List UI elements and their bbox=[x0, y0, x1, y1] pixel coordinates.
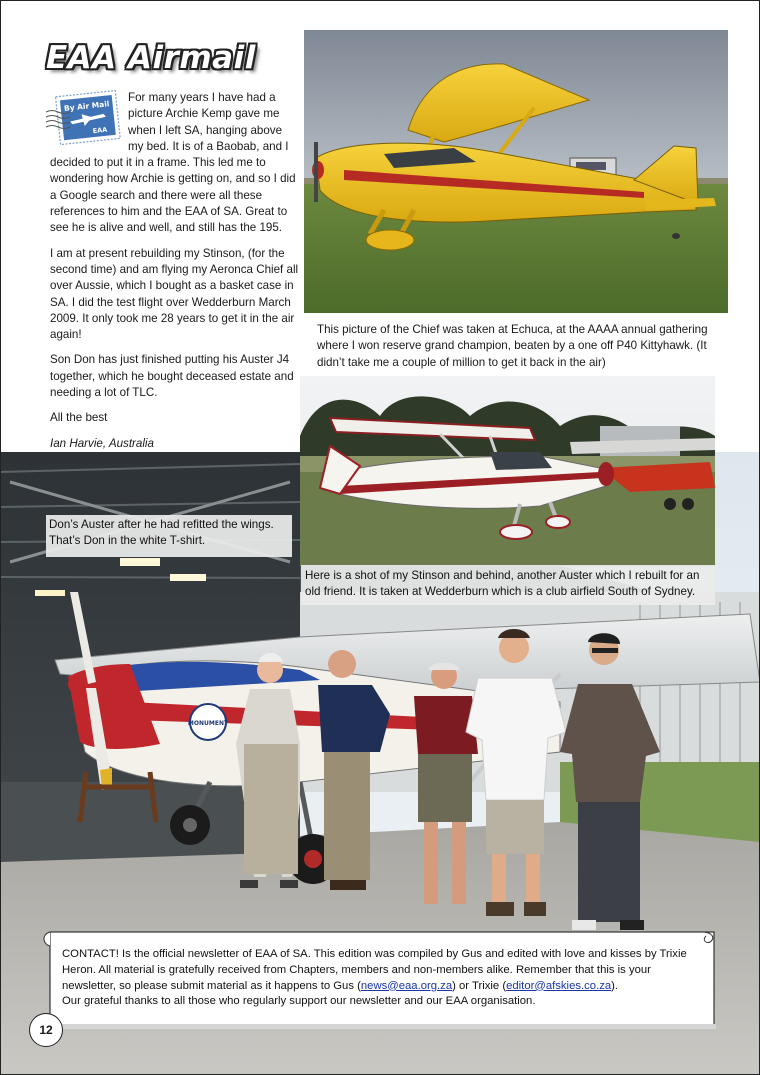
article-body bbox=[50, 90, 300, 461]
photo-aeronca-chief bbox=[304, 30, 728, 313]
svg-text:EAA: EAA bbox=[92, 125, 108, 136]
article-paragraph: Son Don has just finished putting his Auster J4 together, which he bought deceased estate and needing a lot of TLC. bbox=[50, 353, 294, 400]
article-paragraph: I am at present rebuilding my Stinson, (for the second time) and am flying my Aeronca Chief all over Aussie, which I bought as a basket case in SA. I did the test flight over Wedderburn March 2009. It only took me 28 years to get it in the air again! bbox=[50, 246, 299, 342]
email-link-gus[interactable]: news@eaa.org.za bbox=[360, 979, 453, 992]
article-paragraph: For many years I have had a picture Archie Kemp gave me when I left SA, hanging above my bed. It is of a Baobab, and I decided to put it in a frame. This led me to wondering how Archie is getting on, and so I did a Google search and there were all these references to him and the EAA of SA. Great to see he is alive and well, and still has the 195. bbox=[50, 91, 296, 235]
page-title: EAA Airmail bbox=[46, 40, 256, 76]
caption-auster: Don’s Auster after he had refitted the wings. That’s Don in the white T-shirt. bbox=[46, 515, 292, 557]
caption-chief: This picture of the Chief was taken at Echuca, at the AAAA annual gathering where I won reserve grand champion, beaten by a one off P40 Kittyhawk. (It didn’t take me a couple of million to get it back in the air) bbox=[317, 323, 708, 369]
contact-thanks: Our grateful thanks to all those who regularly support our newsletter and our EAA organisation. bbox=[62, 995, 536, 1008]
cowl-badge-text: MONUMENT bbox=[187, 720, 229, 727]
page-number: 12 bbox=[29, 1013, 63, 1047]
caption-stinson: Here is a shot of my Stinson and behind, another Auster which I rebuilt for an old friend. It is taken at Wedderburn which is a club airfield South of Sydney. bbox=[301, 565, 715, 605]
email-link-trixie[interactable]: editor@afskies.co.za bbox=[506, 979, 612, 992]
article-paragraph: All the best bbox=[50, 411, 108, 425]
contact-text: CONTACT! Is the official newsletter of EAA of SA. This edition was compiled by Gus and edited with love and kisses by Trixie Heron. All material is gratefully received from Chapters, members and non-members alike. Remember that this is your newsletter, so please submit material as it happens to Gus (news@eaa.org.za) or Trixie (editor@afskies.co.za). Our grateful thanks to all those who regularly support our newsletter and our EAA organisation. bbox=[62, 948, 687, 1008]
photo-stinson bbox=[300, 376, 715, 566]
svg-text:By Air Mail: By Air Mail bbox=[63, 99, 110, 114]
article-signature: Ian Harvie, Australia bbox=[50, 436, 154, 450]
air-mail-stamp-icon bbox=[44, 90, 124, 148]
contact-box bbox=[40, 926, 716, 1030]
